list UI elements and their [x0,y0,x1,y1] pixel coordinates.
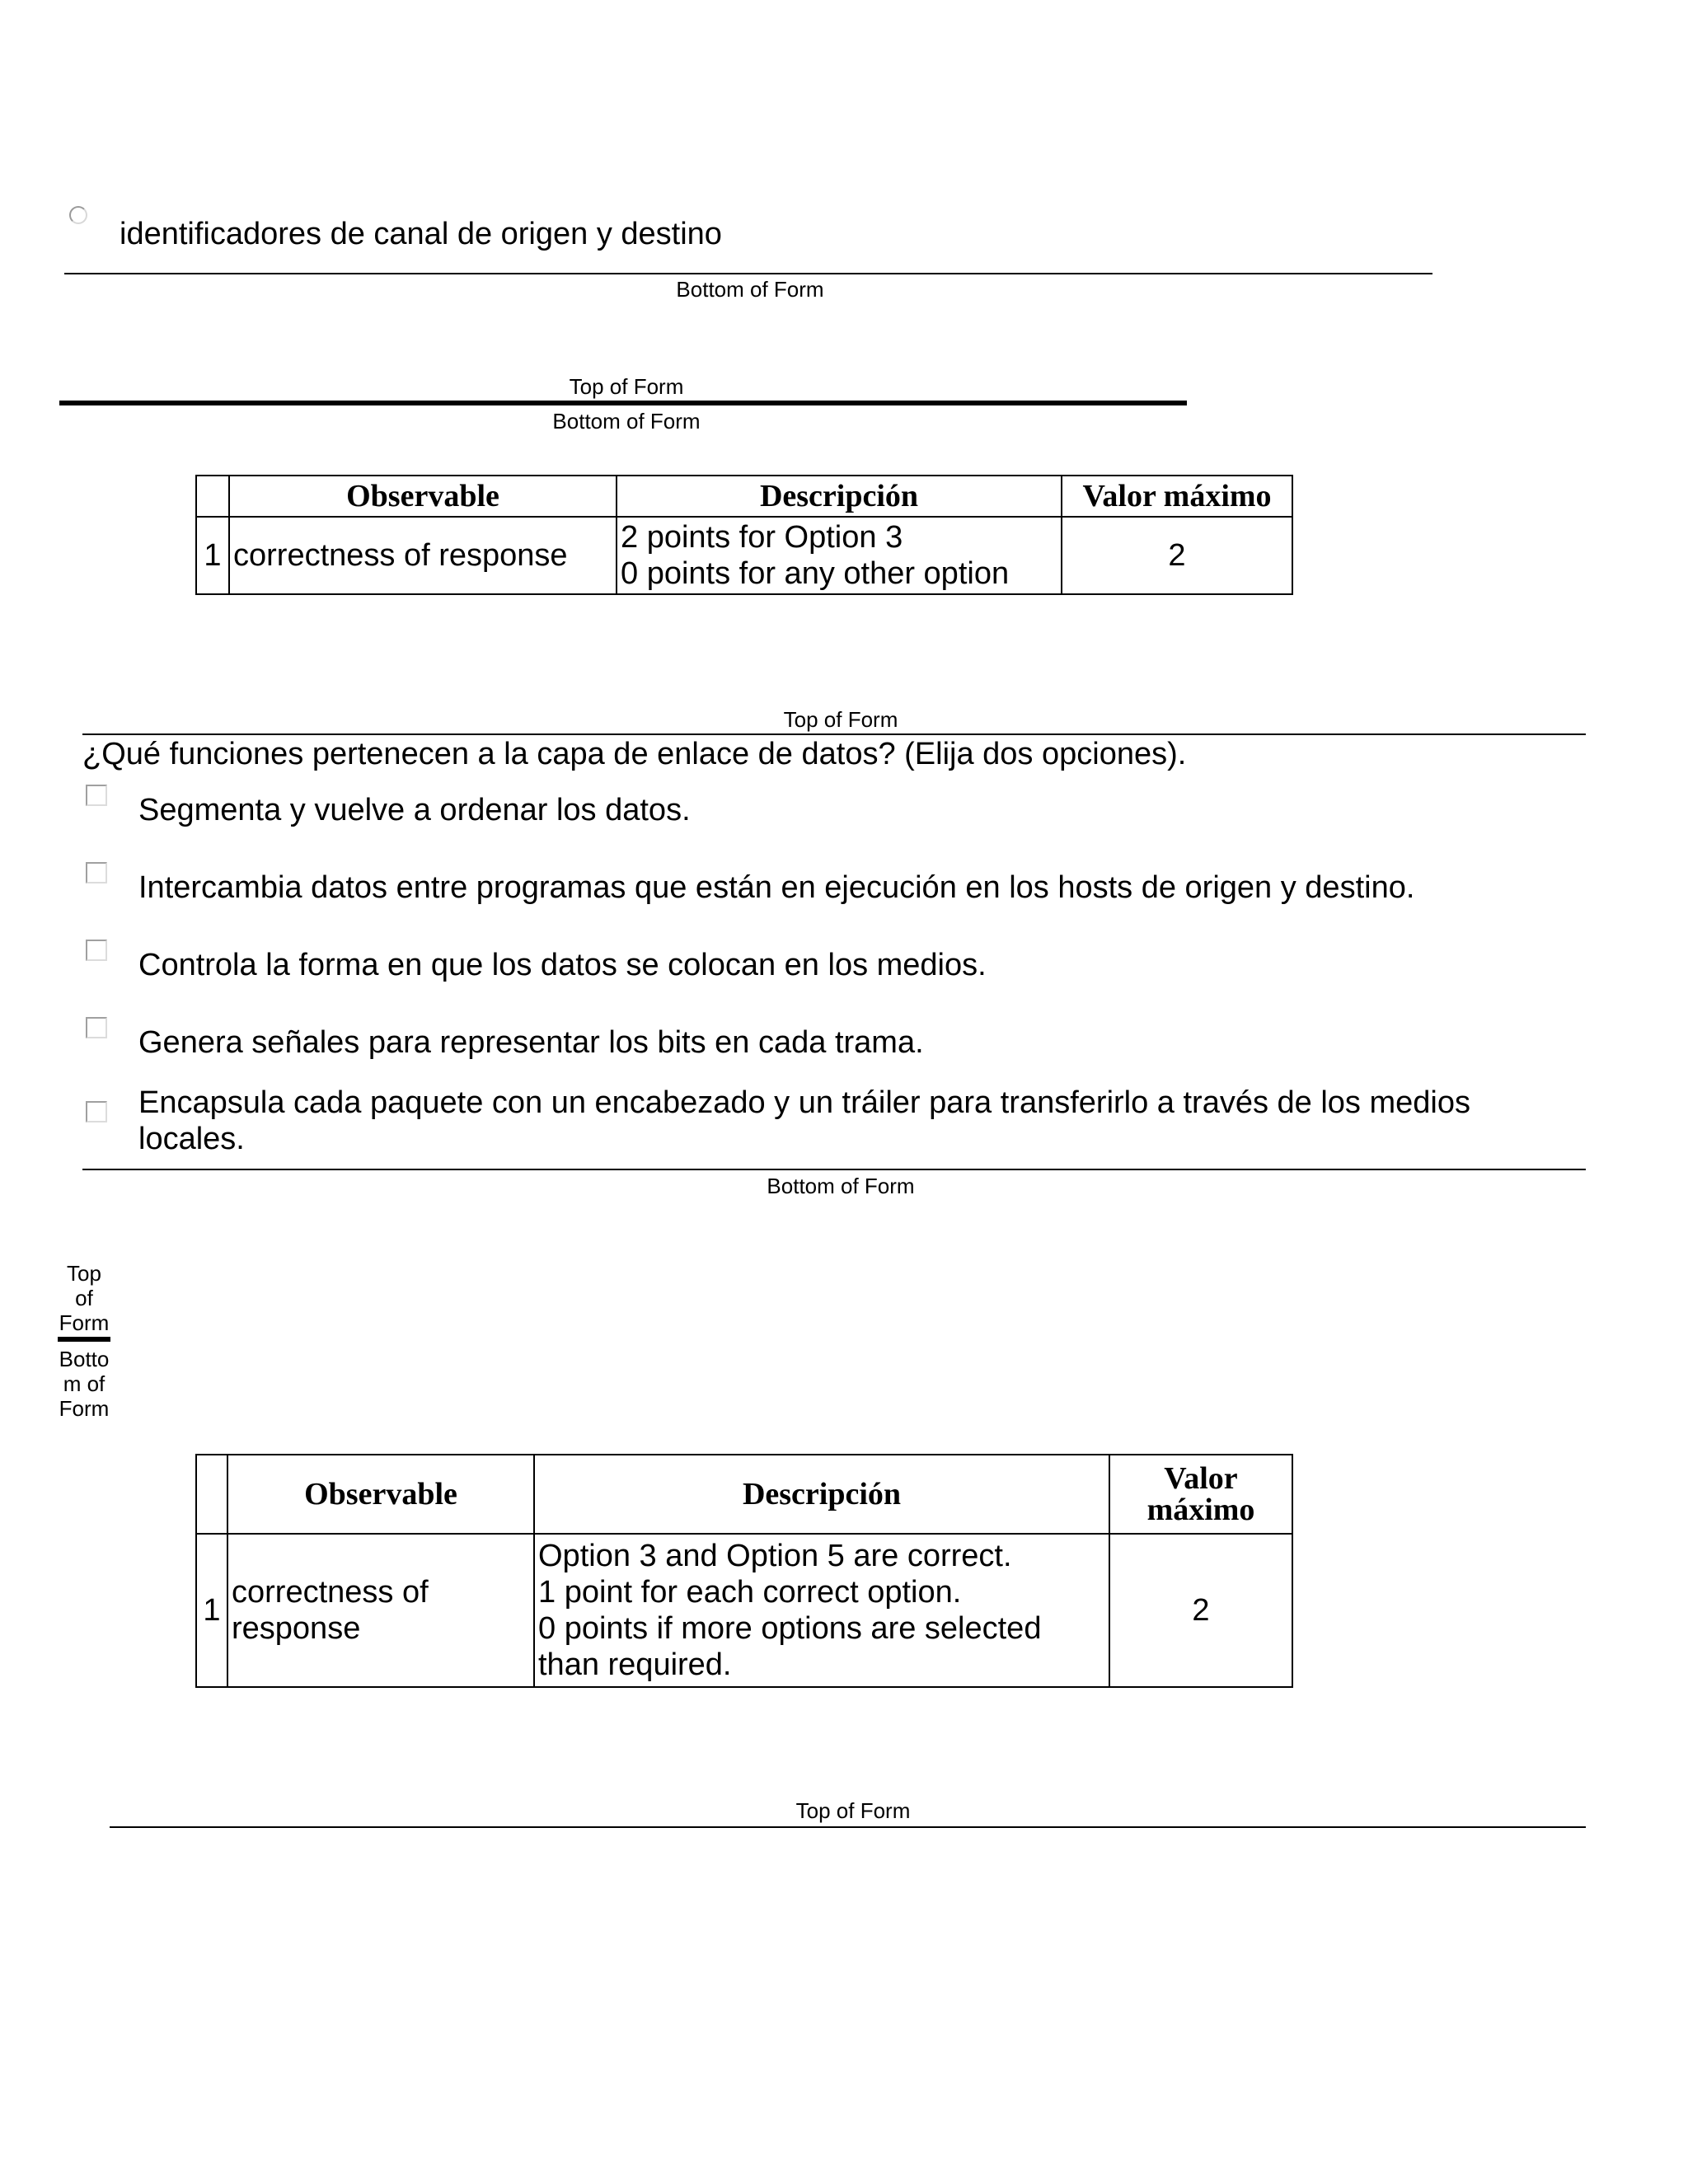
table-header-cell: Valor máximo [1062,476,1292,517]
form-divider [59,401,1187,405]
observable-cell: correctness of response [227,1534,534,1687]
side-label-line: Top [67,1261,101,1286]
description-cell: 2 points for Option 3 0 points for any other option [617,517,1062,594]
form-divider [58,1337,110,1342]
bottom-of-form-label: Bottom of Form [767,1174,915,1198]
table-row [196,517,1292,594]
bottom-of-form-label: Bottom of Form [676,277,824,302]
rubric-table [195,475,1293,595]
max-value-cell: 2 [1109,1534,1292,1687]
checkbox-option-label: Encapsula cada paquete con un encabezado y un tráiler para transferirlo a través de los medios locales. [138,1085,1470,1156]
side-label-line: m of [63,1371,106,1396]
description-cell: Option 3 and Option 5 are correct. 1 point for each correct option. 0 points if more options are selected than required. [534,1534,1109,1687]
checkbox[interactable] [86,1101,107,1122]
table-header-row [196,1455,1292,1534]
side-label-line: of [75,1286,93,1310]
table-header-row [196,476,1292,517]
radio-option-label: identificadores de canal de origen y destino [120,217,722,251]
checkbox[interactable] [86,785,107,806]
side-label-line: Form [59,1396,110,1421]
table-header-cell: Observable [229,476,617,517]
top-of-form-label: Top of Form [569,374,684,399]
checkbox[interactable] [86,1017,107,1038]
side-label-line: Form [59,1310,110,1335]
table-header-cell [196,476,229,517]
rubric-table [195,1454,1293,1688]
table-row [196,1534,1292,1687]
table-header-cell: Descripción [534,1455,1109,1534]
top-of-form-label: Top of Form [783,707,898,732]
checkbox-option-label: Intercambia datos entre programas que están en ejecución en los hosts de origen y destino. [138,870,1415,905]
top-of-form-label: Top of Form [795,1798,911,1823]
row-number: 1 [196,517,229,594]
table-header-cell [196,1455,227,1534]
row-number: 1 [196,1534,227,1687]
checkbox-option-label: Genera señales para representar los bits en cada trama. [138,1025,924,1060]
side-top-of-form [49,1261,119,1335]
table-header-cell: Valor máximo [1109,1455,1292,1534]
radio-button[interactable] [69,206,87,224]
bottom-of-form-label: Bottom of Form [552,409,701,434]
table-header-cell: Descripción [617,476,1062,517]
observable-cell: correctness of response [229,517,617,594]
form-divider [82,733,1586,735]
checkbox[interactable] [86,940,107,961]
checkbox[interactable] [86,862,107,883]
side-label-line: Botto [59,1347,110,1371]
table-header-cell: Observable [227,1455,534,1534]
max-value-cell: 2 [1062,517,1292,594]
question-prompt: ¿Qué funciones pertenecen a la capa de enlace de datos? (Elija dos opciones). [82,737,1187,771]
form-divider [64,273,1432,274]
checkbox-option-label: Controla la forma en que los datos se colocan en los medios. [138,948,987,982]
side-bottom-of-form [49,1347,119,1421]
checkbox-option-label: Segmenta y vuelve a ordenar los datos. [138,793,691,827]
form-divider [110,1826,1586,1828]
form-divider [82,1169,1586,1170]
